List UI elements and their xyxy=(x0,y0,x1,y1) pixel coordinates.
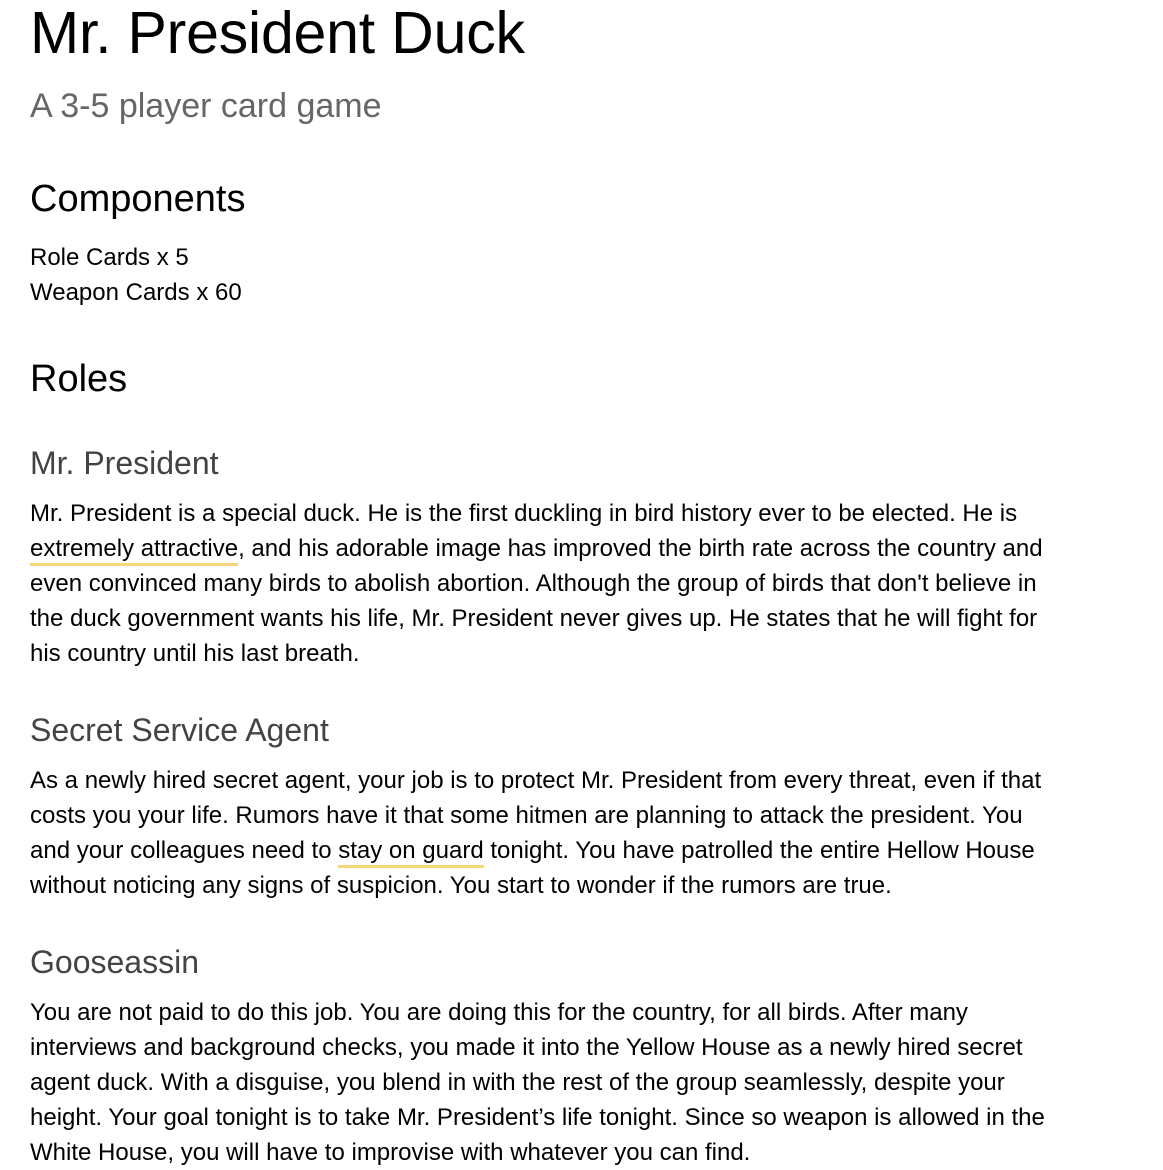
paragraph-line: without noticing any signs of suspicion. You start to wonder if the rumors are true. xyxy=(30,872,892,899)
text-run: , and his adorable image has improved the birth rate across the country and xyxy=(238,535,1043,562)
paragraph-line: As a newly hired secret agent, your job is to protect Mr. President from every threat, even if that xyxy=(30,767,1042,794)
highlighted-phrase: stay on guard xyxy=(338,837,483,868)
list-item: Weapon Cards x 60 xyxy=(30,279,242,306)
role-description-president xyxy=(30,496,1155,671)
list-item: Role Cards x 5 xyxy=(30,244,189,271)
role-heading-president: Mr. President xyxy=(30,445,219,481)
paragraph-line: the duck government wants his life, Mr. President never gives up. He states that he will fight for xyxy=(30,605,1038,632)
role-description-agent xyxy=(30,763,1155,903)
paragraph-line xyxy=(30,531,1155,566)
role-heading-gooseassin: Gooseassin xyxy=(30,944,199,980)
paragraph-line: even convinced many birds to abolish abortion. Although the group of birds that don't believe in xyxy=(30,570,1037,597)
text-run: tonight. You have patrolled the entire Hellow House xyxy=(483,837,1035,864)
paragraph-line: You are not paid to do this job. You are doing this for the country, for all birds. After many xyxy=(30,999,968,1026)
paragraph-line: costs you your life. Rumors have it that some hitmen are planning to attack the president. You xyxy=(30,802,1023,829)
paragraph-line: height. Your goal tonight is to take Mr. President’s life tonight. Since so weapon is allowed in the xyxy=(30,1104,1045,1131)
roles-heading: Roles xyxy=(30,358,128,400)
paragraph-line: White House, you will have to improvise with whatever you can find. xyxy=(30,1139,751,1166)
paragraph-line: Mr. President is a special duck. He is the first duckling in bird history ever to be elected. He is xyxy=(30,500,1018,527)
components-list xyxy=(30,240,242,310)
text-run: and your colleagues need to xyxy=(30,837,339,864)
role-heading-agent: Secret Service Agent xyxy=(30,712,329,748)
document-title: Mr. President Duck xyxy=(30,0,525,66)
paragraph-line xyxy=(30,833,1155,868)
paragraph-line: his country until his last breath. xyxy=(30,640,360,667)
paragraph-line: agent duck. With a disguise, you blend in with the rest of the group seamlessly, despite your xyxy=(30,1069,1005,1096)
components-heading: Components xyxy=(30,178,246,220)
paragraph-line: interviews and background checks, you made it into the Yellow House as a newly hired secret xyxy=(30,1034,1023,1061)
highlighted-phrase: extremely attractive xyxy=(30,535,238,566)
role-description-gooseassin xyxy=(30,995,1155,1170)
document-subtitle: A 3-5 player card game xyxy=(30,87,382,125)
